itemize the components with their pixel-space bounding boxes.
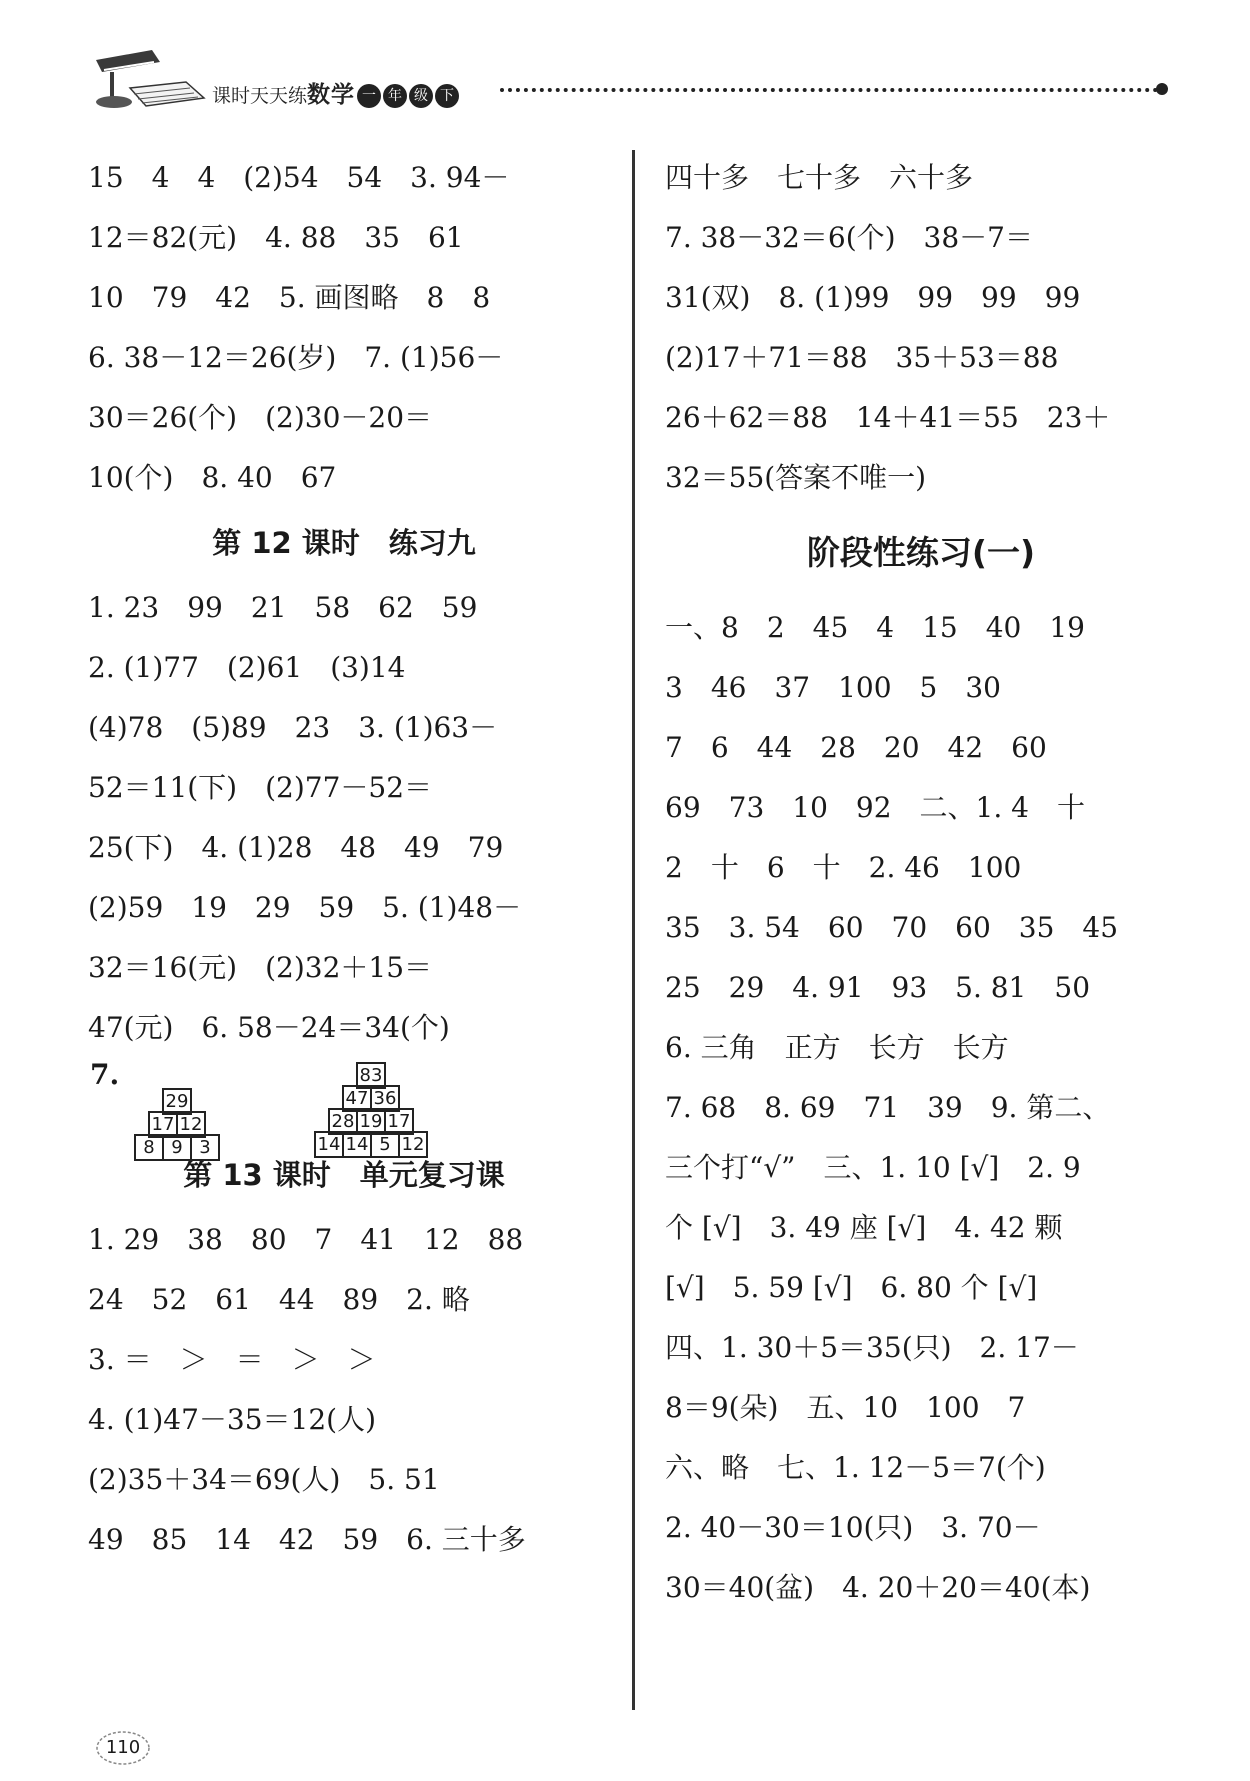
answer-line: 32＝16(元) (2)32＋15＝ bbox=[88, 951, 433, 984]
pyramid-cell: 12 bbox=[176, 1111, 206, 1138]
header-title bbox=[212, 76, 459, 109]
pyramid-cell: 47 bbox=[342, 1085, 372, 1112]
answer-line: [√] 5. 59 [√] 6. 80 个 [√] bbox=[665, 1271, 1038, 1304]
pyramid-cell: 14 bbox=[314, 1131, 344, 1158]
section-heading-stage-practice: 阶段性练习(一) bbox=[806, 533, 1036, 572]
answer-line: 24 52 61 44 89 2. 略 bbox=[88, 1283, 470, 1316]
answer-line: 25 29 4. 91 93 5. 81 50 bbox=[665, 971, 1091, 1004]
question-number: 7. bbox=[90, 1058, 120, 1091]
pyramid-cell: 12 bbox=[398, 1131, 428, 1158]
answer-line: 47(元) 6. 58－24＝34(个) bbox=[88, 1011, 450, 1044]
grade-mark: 年 bbox=[383, 84, 407, 108]
answer-line: 10(个) 8. 40 67 bbox=[88, 461, 337, 494]
pyramid-cell: 17 bbox=[384, 1108, 414, 1135]
grade-mark: 一 bbox=[357, 84, 381, 108]
answer-line: 30＝26(个) (2)30－20＝ bbox=[88, 401, 433, 434]
left-column bbox=[88, 148, 600, 1570]
grade-mark: 下 bbox=[435, 84, 459, 108]
answer-line: 3 46 37 100 5 30 bbox=[665, 671, 1001, 704]
desk-lamp-icon bbox=[90, 48, 208, 114]
answer-line: 4. (1)47－35＝12(人) bbox=[88, 1403, 377, 1436]
number-pyramid-large bbox=[316, 1062, 428, 1156]
answer-line: 15 4 4 (2)54 54 3. 94－ bbox=[88, 161, 510, 194]
grade-mark: 级 bbox=[409, 84, 433, 108]
header-rule-end-dot bbox=[1156, 83, 1168, 95]
answer-line: 10 79 42 5. 画图略 8 8 bbox=[88, 281, 491, 314]
answer-line: 3. ＝ ＞ ＝ ＞ ＞ bbox=[88, 1343, 376, 1376]
answer-line: 四十多 七十多 六十多 bbox=[665, 161, 974, 194]
answer-line: 30＝40(盆) 4. 20＋20＝40(本) bbox=[665, 1571, 1091, 1604]
answer-line: 25(下) 4. (1)28 48 49 79 bbox=[88, 831, 504, 864]
answer-line: (2)35＋34＝69(人) 5. 51 bbox=[88, 1463, 440, 1496]
answer-line: 1. 29 38 80 7 41 12 88 bbox=[88, 1223, 524, 1256]
answer-line: 35 3. 54 60 70 60 35 45 bbox=[665, 911, 1119, 944]
right-column bbox=[665, 148, 1177, 1618]
pyramid-cell: 14 bbox=[342, 1131, 372, 1158]
answer-line: 32＝55(答案不唯一) bbox=[665, 461, 927, 494]
pyramid-cell: 3 bbox=[190, 1134, 220, 1161]
pyramid-cell: 29 bbox=[162, 1088, 192, 1115]
pyramid-cell: 19 bbox=[356, 1108, 386, 1135]
answer-line: 2. 40－30＝10(只) 3. 70－ bbox=[665, 1511, 1041, 1544]
answer-line: 六、略 七、1. 12－5＝7(个) bbox=[665, 1451, 1046, 1484]
answer-line: 2. (1)77 (2)61 (3)14 bbox=[88, 651, 406, 684]
answer-line: 69 73 10 92 二、1. 4 十 bbox=[665, 791, 1085, 824]
answer-line: 49 85 14 42 59 6. 三十多 bbox=[88, 1523, 526, 1556]
answer-line: 1. 23 99 21 58 62 59 bbox=[88, 591, 478, 624]
page-header bbox=[90, 48, 1180, 114]
section-heading-lesson-12: 第 12 课时 练习九 bbox=[212, 526, 476, 560]
column-divider bbox=[632, 150, 635, 1710]
pyramid-cell: 17 bbox=[148, 1111, 178, 1138]
series-name: 课时天天练 bbox=[212, 85, 308, 107]
answer-line: 2 十 6 十 2. 46 100 bbox=[665, 851, 1022, 884]
answer-line: 6. 38－12＝26(岁) 7. (1)56－ bbox=[88, 341, 504, 374]
answer-line: 三个打“√” 三、1. 10 [√] 2. 9 bbox=[665, 1151, 1081, 1184]
pyramid-cell: 8 bbox=[134, 1134, 164, 1161]
answer-line: 26＋62＝88 14＋41＝55 23＋ bbox=[665, 401, 1111, 434]
section-heading-lesson-13: 第 13 课时 单元复习课 bbox=[183, 1158, 505, 1192]
answer-line: 8＝9(朵) 五、10 100 7 bbox=[665, 1391, 1026, 1424]
answer-line: 7. 38－32＝6(个) 38－7＝ bbox=[665, 221, 1033, 254]
pyramid-cell: 36 bbox=[370, 1085, 400, 1112]
pyramid-cell: 83 bbox=[356, 1062, 386, 1089]
page-number-text: 110 bbox=[105, 1737, 141, 1758]
answer-line: 7 6 44 28 20 42 60 bbox=[665, 731, 1047, 764]
answer-line: 个 [√] 3. 49 座 [√] 4. 42 颗 bbox=[665, 1211, 1063, 1244]
pyramid-cell: 5 bbox=[370, 1131, 400, 1158]
header-dotted-rule bbox=[500, 88, 1158, 92]
answer-line: (2)17＋71＝88 35＋53＝88 bbox=[665, 341, 1059, 374]
answer-line: 四、1. 30＋5＝35(只) 2. 17－ bbox=[665, 1331, 1079, 1364]
answer-line: 7. 68 8. 69 71 39 9. 第二、 bbox=[665, 1091, 1111, 1124]
page-number bbox=[95, 1730, 151, 1766]
answer-line: 12＝82(元) 4. 88 35 61 bbox=[88, 221, 464, 254]
subject-name: 数学 bbox=[307, 82, 356, 108]
answer-line: 一、8 2 45 4 15 40 19 bbox=[665, 611, 1085, 644]
number-pyramid-small bbox=[136, 1088, 220, 1159]
answer-line: (2)59 19 29 59 5. (1)48－ bbox=[88, 891, 522, 924]
answer-line: (4)78 (5)89 23 3. (1)63－ bbox=[88, 711, 498, 744]
number-pyramid-figure bbox=[88, 1058, 600, 1158]
answer-line: 31(双) 8. (1)99 99 99 99 bbox=[665, 281, 1081, 314]
pyramid-cell: 9 bbox=[162, 1134, 192, 1161]
answer-line: 6. 三角 正方 长方 长方 bbox=[665, 1031, 1009, 1064]
answer-line: 52＝11(下) (2)77－52＝ bbox=[88, 771, 433, 804]
pyramid-cell: 28 bbox=[328, 1108, 358, 1135]
